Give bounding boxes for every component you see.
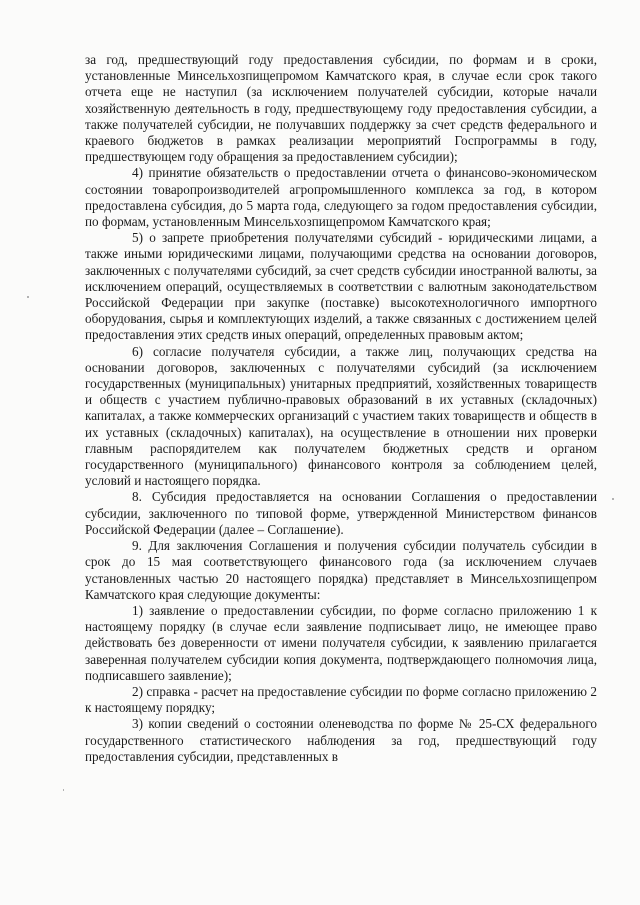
scan-speck [27, 296, 29, 298]
scan-speck [612, 498, 614, 500]
document-body [85, 52, 597, 765]
paragraph-doc-3: 3) копии сведений о состоянии оленеводства по форме № 25-СХ федерального государственного статистического наблюдения за год, предшествующий году предоставления субсидии, представленных в [85, 716, 597, 764]
paragraph-section-8: 8. Субсидия предоставляется на основании Соглашения о предоставлении субсидии, заключенного по типовой форме, утвержденной Министерством финансов Российской Федерации (далее – Соглашение). [85, 489, 597, 537]
paragraph-section-9: 9. Для заключения Соглашения и получения субсидии получатель субсидии в срок до 15 мая соответствующего финансового года (за исключением случаев установленных частью 20 настоящего порядка) представляет в Минсельхозпищепром Камчатского края следующие документы: [85, 538, 597, 602]
paragraph-doc-2: 2) справка - расчет на предоставление субсидии по форме согласно приложению 2 к настоящему порядку; [85, 683, 597, 716]
paragraph-item-5: 5) о запрете приобретения получателями субсидий - юридическими лицами, а также иными юридическими лицами, получающими средства на основании договоров, заключенных с получателями субсидий, за счет средств субсидии иностранной валюты, за исключением операций, осуществляемых в соответствии с валютным законодательством Российской Федерации при закупке (поставке) высокотехнологичного импортного оборудования, сырья и комплектующих изделий, а также связанных с достижением целей предоставления этих средств иных операций, определенных правовым актом; [85, 230, 597, 343]
paragraph-doc-1: 1) заявление о предоставлении субсидии, по форме согласно приложению 1 к настоящему порядку (в случае если заявление подписывает лицо, не имеющее право действовать без доверенности от имени получателя субсидии, к заявлению прилагается заверенная получателем субсидии копия документа, подтверждающего полномочия лица, подписавшего заявление); [85, 602, 597, 683]
paragraph-item-4: 4) принятие обязательств о предоставлении отчета о финансово-экономическом состоянии товаропроизводителей агропромышленного комплекса за год, в котором предоставлена субсидия, до 5 марта года, следующего за годом предоставления субсидии, по формам, установленным Минсельхозпищепромом Камчатского края; [85, 165, 597, 230]
scan-speck [63, 789, 64, 791]
paragraph-continuation: за год, предшествующий году предоставления субсидии, по формам и в сроки, установленные Минсельхозпищепромом Камчатского края, в случае если срок такого отчета еще не наступил (за исключением получателей субсидии, которые начали хозяйственную деятельность в году, предшествующему году предоставления субсидии, а также получателей субсидии, не получавших поддержку за счет средств федерального и краевого бюджетов в рамках реализации мероприятий Госпрограммы в году, предшествующем году обращения за предоставлением субсидии); [85, 52, 597, 165]
paragraph-item-6: 6) согласие получателя субсидии, а также лиц, получающих средства на основании договоров, заключенных с получателями субсидий (за исключением государственных (муниципальных) унитарных предприятий, хозяйственных товариществ и обществ с участием публично-правовых образований в их уставных (складочных) капиталах, а также коммерческих организаций с участием таких товариществ и обществ в их уставных (складочных) капиталах), на осуществление в отношении них проверки главным распорядителем как получателем бюджетных средств и органом государственного (муниципального) финансового контроля за соблюдением целей, условий и настоящего порядка. [85, 343, 597, 489]
